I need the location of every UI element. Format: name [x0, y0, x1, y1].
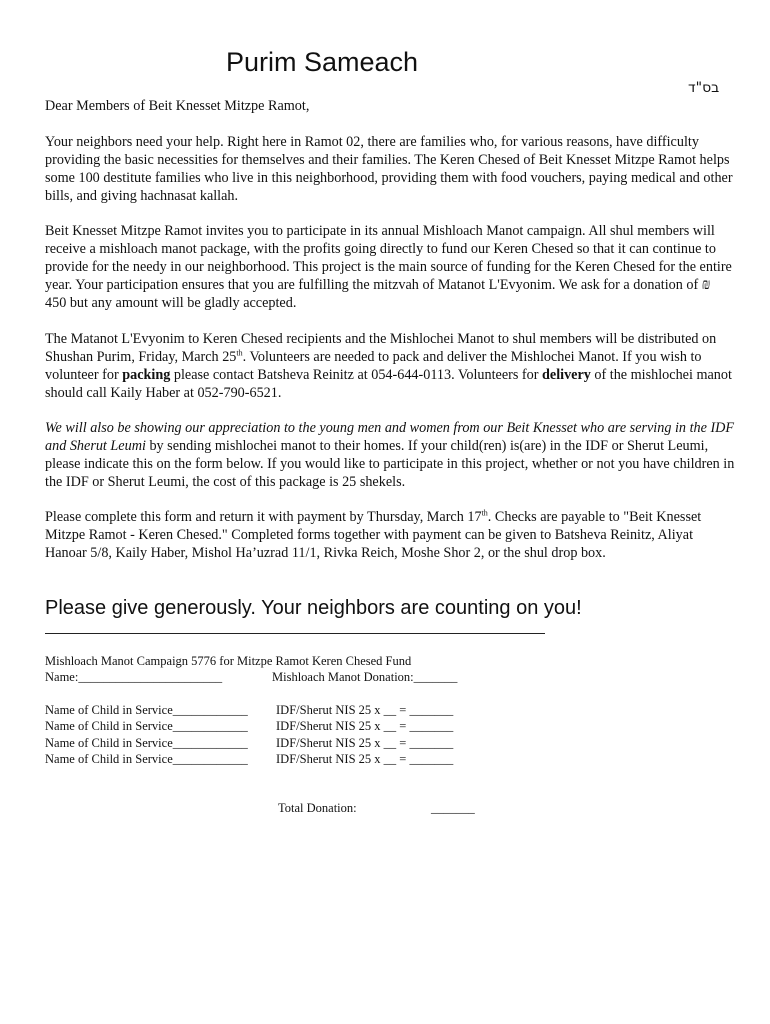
form-title: Mishloach Manot Campaign 5776 for Mitzpe Ramot Keren Chesed Fund: [45, 654, 412, 668]
paragraph-need-text: Your neighbors need your help. Right here in Ramot 02, there are families who, for various reasons, have difficulty providing the basic necessities for themselves and their families. The Keren Chesed of Beit Knesset Mitzpe Ramot helps some 100 destitute families who live in this neighborhood, providing them with food vouchers, paying medical and other bills, and giving hachnasat kallah.: [45, 134, 733, 204]
distribution-text-b: . Volunteers are needed to pack and deliver the Mishlochei Manot. If you wish to volunteer for: [45, 349, 702, 383]
child-name-label: Name of Child in Service____________: [45, 703, 248, 717]
child-name-label: Name of Child in Service____________: [45, 719, 248, 733]
total-donation-field: _______: [431, 801, 475, 815]
distribution-text-c: please contact Batsheva Reinitz at 054-644-0113. Volunteers for: [170, 367, 542, 383]
packing-bold: packing: [122, 367, 171, 383]
instructions-sup: th: [481, 508, 488, 518]
page-title: Purim Sameach: [226, 47, 419, 77]
child-cost-calc: IDF/Sherut NIS 25 x __ = _______: [276, 736, 454, 750]
paragraph-distribution: [45, 330, 735, 402]
bsd-header: בס"ד: [688, 80, 720, 96]
divider-rule: [45, 633, 545, 634]
child-cost-calc: IDF/Sherut NIS 25 x __ = _______: [276, 719, 454, 733]
child-name-label: Name of Child in Service____________: [45, 752, 248, 766]
child-cost-calc: IDF/Sherut NIS 25 x __ = _______: [276, 703, 454, 717]
form-donation-field: Mishloach Manot Donation:_______: [272, 670, 458, 684]
distribution-text-a: The Matanot L'Evyonim to Keren Chesed recipients and the Mishlochei Manot to shul members will be distributed on Shushan Purim, Friday, March 25: [45, 331, 717, 365]
total-donation-label: Total Donation:: [278, 801, 357, 815]
idf-text: by sending mishlochei manot to their homes. If your child(ren) is(are) in the IDF or Sherut Leumi, please indicate this on the form below. If you would like to participate in this project, whether or not you have children in the IDF or Sherut Leumi, the cost of this package is 25 shekels.: [45, 438, 735, 490]
greeting: Dear Members of Beit Knesset Mitzpe Ramot,: [45, 98, 310, 114]
distribution-text-d: of the mishlochei manot should call Kaily Haber at 052-790-6521.: [45, 367, 732, 401]
instructions-text-b: . Checks are payable to "Beit Knesset Mitzpe Ramot - Keren Chesed." Completed forms together with payment can be given to Batsheva Reinitz, Aliyat Hanoar 5/8, Kaily Haber, Mishol Ha’uzrad 11/1, Rivka Reich, Moshe Shor 2, or the shul drop box.: [45, 509, 702, 561]
delivery-bold: delivery: [542, 367, 591, 383]
child-name-label: Name of Child in Service____________: [45, 736, 248, 750]
paragraph-campaign-text: Beit Knesset Mitzpe Ramot invites you to participate in its annual Mishloach Manot campaign. All shul members will receive a mishloach manot package, with the profits going directly to fund our Keren Chesed so that it can continue to provide for the needy in our neighborhood. This project is the main source of funding for the Keren Chesed for the entire year. Your participation ensures that you are fulfilling the mitzvah of Matanot L'Evyonim. We ask for a donation of ₪ 450 but any amount will be gladly accepted.: [45, 223, 732, 311]
child-cost-calc: IDF/Sherut NIS 25 x __ = _______: [276, 752, 454, 766]
idf-italic: We will also be showing our appreciation to the young men and women from our Beit Knesset who are serving in the IDF and Sherut Leumi: [45, 420, 735, 454]
paragraph-idf: [45, 419, 735, 491]
form-name-field: Name:_______________________: [45, 670, 223, 684]
instructions-text-a: Please complete this form and return it with payment by Thursday, March 17: [45, 509, 482, 525]
distribution-sup: th: [236, 348, 243, 358]
paragraph-need: [45, 133, 735, 205]
closing-line: Please give generously. Your neighbors are counting on you!: [45, 597, 582, 619]
paragraph-campaign: [45, 222, 735, 312]
paragraph-instructions: [45, 508, 735, 562]
